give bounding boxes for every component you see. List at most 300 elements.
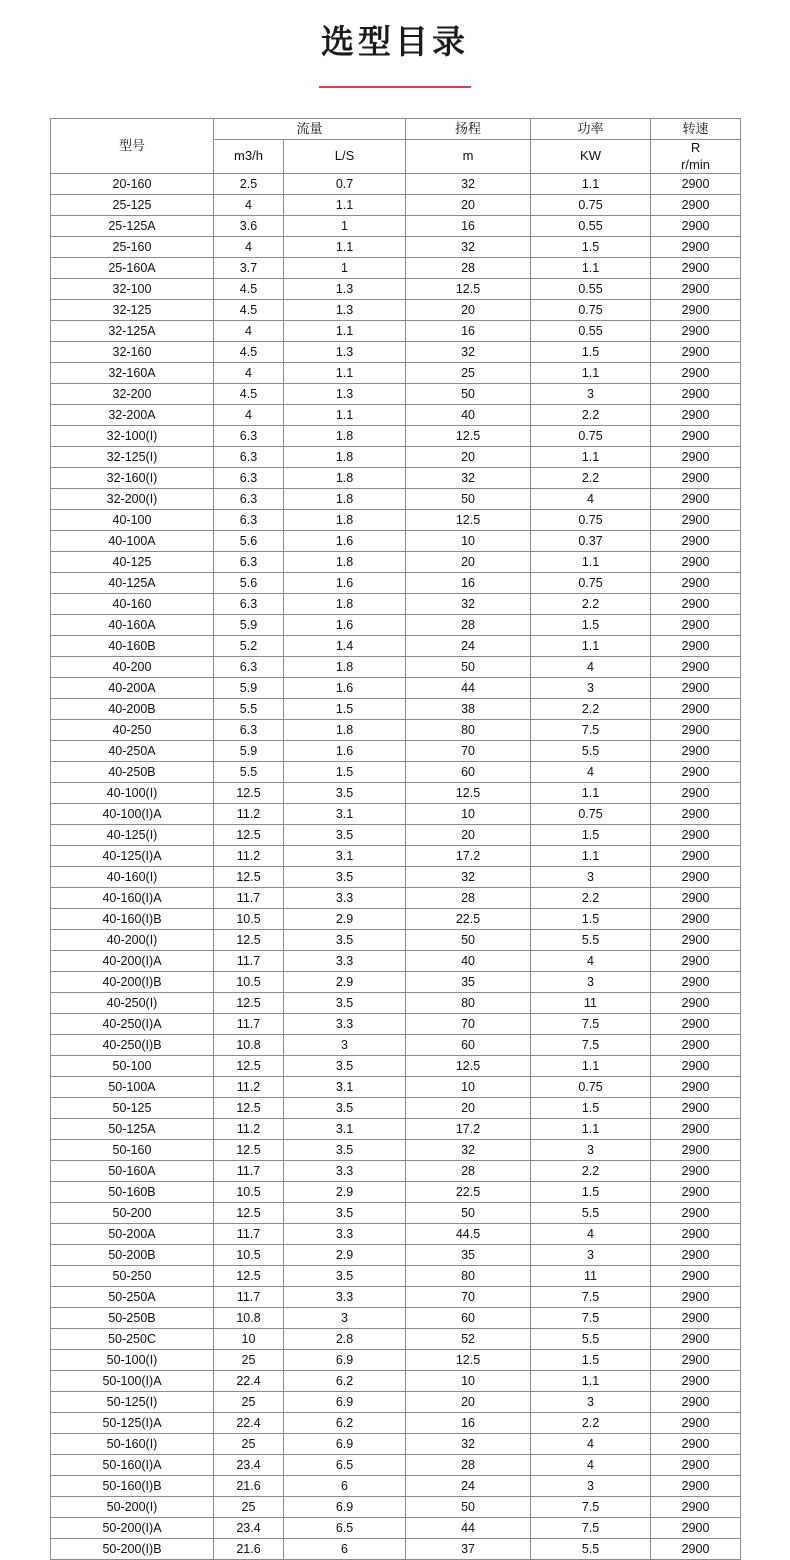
cell-flow-ls: 1.8 xyxy=(284,446,406,467)
cell-speed: 2900 xyxy=(651,1097,741,1118)
cell-flow-ls: 2.9 xyxy=(284,1181,406,1202)
table-row xyxy=(51,698,741,719)
cell-flow-m3h: 12.5 xyxy=(214,1139,284,1160)
cell-model: 40-100(I)A xyxy=(51,803,214,824)
cell-flow-ls: 1.1 xyxy=(284,362,406,383)
cell-head: 28 xyxy=(406,614,531,635)
cell-power: 0.55 xyxy=(531,278,651,299)
cell-flow-m3h: 21.6 xyxy=(214,1475,284,1496)
page-header xyxy=(0,0,790,88)
cell-head: 50 xyxy=(406,1202,531,1223)
cell-flow-m3h: 3.6 xyxy=(214,215,284,236)
specification-table xyxy=(50,118,741,1560)
table-row xyxy=(51,236,741,257)
cell-speed: 2900 xyxy=(651,803,741,824)
cell-flow-ls: 1.1 xyxy=(284,404,406,425)
cell-model: 40-100 xyxy=(51,509,214,530)
table-row xyxy=(51,1013,741,1034)
cell-flow-m3h: 12.5 xyxy=(214,1265,284,1286)
unit-header-flow-m3h: m3/h xyxy=(214,139,284,173)
cell-model: 25-160A xyxy=(51,257,214,278)
cell-head: 12.5 xyxy=(406,425,531,446)
table-row xyxy=(51,215,741,236)
cell-flow-ls: 6 xyxy=(284,1538,406,1559)
cell-power: 4 xyxy=(531,1454,651,1475)
cell-speed: 2900 xyxy=(651,299,741,320)
table-row xyxy=(51,803,741,824)
cell-model: 40-250(I)B xyxy=(51,1034,214,1055)
cell-model: 50-100(I)A xyxy=(51,1370,214,1391)
cell-head: 28 xyxy=(406,257,531,278)
cell-power: 2.2 xyxy=(531,887,651,908)
cell-model: 25-125A xyxy=(51,215,214,236)
cell-speed: 2900 xyxy=(651,530,741,551)
cell-speed: 2900 xyxy=(651,488,741,509)
cell-model: 40-160(I)B xyxy=(51,908,214,929)
cell-flow-m3h: 12.5 xyxy=(214,1055,284,1076)
cell-flow-m3h: 5.9 xyxy=(214,614,284,635)
cell-flow-m3h: 4.5 xyxy=(214,278,284,299)
cell-speed: 2900 xyxy=(651,698,741,719)
cell-model: 50-125(I) xyxy=(51,1391,214,1412)
cell-speed: 2900 xyxy=(651,425,741,446)
table-row xyxy=(51,1118,741,1139)
table-row xyxy=(51,971,741,992)
cell-speed: 2900 xyxy=(651,614,741,635)
table-row xyxy=(51,1349,741,1370)
cell-model: 32-200 xyxy=(51,383,214,404)
table-row xyxy=(51,1055,741,1076)
cell-power: 1.5 xyxy=(531,236,651,257)
cell-speed: 2900 xyxy=(651,1181,741,1202)
cell-speed: 2900 xyxy=(651,740,741,761)
cell-power: 0.37 xyxy=(531,530,651,551)
cell-speed: 2900 xyxy=(651,1055,741,1076)
cell-flow-ls: 3.5 xyxy=(284,866,406,887)
cell-speed: 2900 xyxy=(651,1517,741,1538)
cell-model: 50-160A xyxy=(51,1160,214,1181)
table-row xyxy=(51,383,741,404)
cell-power: 1.5 xyxy=(531,1349,651,1370)
cell-flow-m3h: 4 xyxy=(214,404,284,425)
cell-flow-m3h: 6.3 xyxy=(214,656,284,677)
table-row xyxy=(51,173,741,194)
cell-flow-ls: 1.5 xyxy=(284,761,406,782)
cell-flow-ls: 1.3 xyxy=(284,341,406,362)
cell-model: 40-200(I) xyxy=(51,929,214,950)
cell-flow-ls: 1.3 xyxy=(284,299,406,320)
cell-speed: 2900 xyxy=(651,1013,741,1034)
cell-head: 52 xyxy=(406,1328,531,1349)
table-row xyxy=(51,992,741,1013)
cell-power: 2.2 xyxy=(531,593,651,614)
cell-flow-ls: 3.3 xyxy=(284,1013,406,1034)
cell-flow-ls: 1.8 xyxy=(284,551,406,572)
table-row xyxy=(51,488,741,509)
cell-flow-ls: 1.3 xyxy=(284,383,406,404)
cell-model: 40-125(I) xyxy=(51,824,214,845)
cell-head: 17.2 xyxy=(406,1118,531,1139)
cell-head: 16 xyxy=(406,215,531,236)
cell-flow-m3h: 2.5 xyxy=(214,173,284,194)
cell-speed: 2900 xyxy=(651,1118,741,1139)
cell-power: 7.5 xyxy=(531,1286,651,1307)
table-row xyxy=(51,320,741,341)
cell-head: 28 xyxy=(406,887,531,908)
cell-flow-ls: 6.2 xyxy=(284,1370,406,1391)
cell-power: 4 xyxy=(531,1433,651,1454)
cell-power: 2.2 xyxy=(531,404,651,425)
cell-flow-m3h: 5.6 xyxy=(214,530,284,551)
cell-model: 50-160B xyxy=(51,1181,214,1202)
cell-power: 3 xyxy=(531,971,651,992)
table-row xyxy=(51,1286,741,1307)
cell-head: 32 xyxy=(406,173,531,194)
cell-model: 40-200A xyxy=(51,677,214,698)
cell-flow-ls: 3.5 xyxy=(284,824,406,845)
cell-flow-m3h: 21.6 xyxy=(214,1538,284,1559)
table-row xyxy=(51,1391,741,1412)
cell-speed: 2900 xyxy=(651,1496,741,1517)
cell-flow-ls: 1.8 xyxy=(284,656,406,677)
cell-power: 1.1 xyxy=(531,446,651,467)
cell-flow-ls: 0.7 xyxy=(284,173,406,194)
cell-flow-ls: 2.8 xyxy=(284,1328,406,1349)
cell-flow-m3h: 25 xyxy=(214,1391,284,1412)
cell-flow-ls: 1.6 xyxy=(284,677,406,698)
table-row xyxy=(51,551,741,572)
cell-flow-m3h: 12.5 xyxy=(214,824,284,845)
cell-head: 35 xyxy=(406,1244,531,1265)
cell-speed: 2900 xyxy=(651,677,741,698)
table-row xyxy=(51,740,741,761)
cell-flow-m3h: 6.3 xyxy=(214,509,284,530)
cell-flow-m3h: 12.5 xyxy=(214,866,284,887)
cell-flow-m3h: 10.5 xyxy=(214,1181,284,1202)
cell-flow-m3h: 6.3 xyxy=(214,593,284,614)
cell-speed: 2900 xyxy=(651,782,741,803)
cell-flow-m3h: 10.5 xyxy=(214,908,284,929)
cell-power: 1.5 xyxy=(531,1097,651,1118)
cell-flow-m3h: 6.3 xyxy=(214,425,284,446)
cell-power: 1.1 xyxy=(531,845,651,866)
cell-head: 25 xyxy=(406,362,531,383)
cell-flow-m3h: 4.5 xyxy=(214,341,284,362)
cell-speed: 2900 xyxy=(651,173,741,194)
cell-model: 50-200(I)A xyxy=(51,1517,214,1538)
cell-speed: 2900 xyxy=(651,236,741,257)
cell-head: 44 xyxy=(406,677,531,698)
column-header-head: 扬程 xyxy=(406,118,531,139)
cell-power: 0.75 xyxy=(531,194,651,215)
cell-power: 1.5 xyxy=(531,908,651,929)
cell-flow-ls: 6.5 xyxy=(284,1454,406,1475)
column-header-flow: 流量 xyxy=(214,118,406,139)
cell-power: 3 xyxy=(531,866,651,887)
cell-model: 20-160 xyxy=(51,173,214,194)
cell-head: 17.2 xyxy=(406,845,531,866)
cell-speed: 2900 xyxy=(651,971,741,992)
cell-speed: 2900 xyxy=(651,908,741,929)
cell-model: 50-100(I) xyxy=(51,1349,214,1370)
cell-speed: 2900 xyxy=(651,320,741,341)
cell-head: 60 xyxy=(406,761,531,782)
table-row xyxy=(51,572,741,593)
cell-power: 4 xyxy=(531,950,651,971)
table-row xyxy=(51,467,741,488)
cell-flow-m3h: 25 xyxy=(214,1496,284,1517)
cell-head: 50 xyxy=(406,929,531,950)
cell-speed: 2900 xyxy=(651,551,741,572)
cell-head: 80 xyxy=(406,992,531,1013)
cell-flow-ls: 2.9 xyxy=(284,1244,406,1265)
cell-model: 40-160 xyxy=(51,593,214,614)
cell-speed: 2900 xyxy=(651,467,741,488)
cell-head: 28 xyxy=(406,1454,531,1475)
cell-flow-m3h: 4 xyxy=(214,320,284,341)
cell-speed: 2900 xyxy=(651,215,741,236)
cell-flow-ls: 3.5 xyxy=(284,929,406,950)
cell-flow-m3h: 10.8 xyxy=(214,1307,284,1328)
cell-flow-m3h: 12.5 xyxy=(214,782,284,803)
cell-flow-ls: 3.1 xyxy=(284,1118,406,1139)
cell-model: 40-125(I)A xyxy=(51,845,214,866)
cell-power: 1.1 xyxy=(531,362,651,383)
table-row xyxy=(51,1433,741,1454)
cell-power: 1.5 xyxy=(531,824,651,845)
cell-flow-ls: 1.5 xyxy=(284,698,406,719)
cell-flow-ls: 1.6 xyxy=(284,614,406,635)
cell-head: 35 xyxy=(406,971,531,992)
cell-model: 25-125 xyxy=(51,194,214,215)
cell-flow-m3h: 4 xyxy=(214,236,284,257)
cell-flow-ls: 3.5 xyxy=(284,782,406,803)
cell-flow-ls: 3.5 xyxy=(284,1097,406,1118)
cell-flow-m3h: 10.5 xyxy=(214,1244,284,1265)
cell-speed: 2900 xyxy=(651,992,741,1013)
cell-flow-ls: 1 xyxy=(284,215,406,236)
table-row xyxy=(51,1097,741,1118)
spec-table-container xyxy=(50,118,740,1560)
cell-model: 40-250(I)A xyxy=(51,1013,214,1034)
cell-head: 40 xyxy=(406,950,531,971)
cell-speed: 2900 xyxy=(651,1370,741,1391)
cell-head: 20 xyxy=(406,299,531,320)
cell-head: 12.5 xyxy=(406,509,531,530)
table-header xyxy=(51,118,741,173)
cell-head: 24 xyxy=(406,635,531,656)
table-row xyxy=(51,404,741,425)
cell-power: 7.5 xyxy=(531,1307,651,1328)
cell-power: 1.1 xyxy=(531,782,651,803)
cell-flow-ls: 3.3 xyxy=(284,887,406,908)
cell-model: 40-250(I) xyxy=(51,992,214,1013)
table-row xyxy=(51,761,741,782)
cell-model: 32-200A xyxy=(51,404,214,425)
cell-head: 10 xyxy=(406,530,531,551)
cell-model: 50-200(I) xyxy=(51,1496,214,1517)
table-row xyxy=(51,1160,741,1181)
cell-flow-m3h: 5.9 xyxy=(214,677,284,698)
cell-flow-m3h: 5.5 xyxy=(214,698,284,719)
cell-flow-m3h: 3.7 xyxy=(214,257,284,278)
cell-model: 50-200B xyxy=(51,1244,214,1265)
unit-header-power-kw: KW xyxy=(531,139,651,173)
cell-flow-m3h: 25 xyxy=(214,1433,284,1454)
cell-power: 3 xyxy=(531,1139,651,1160)
cell-power: 0.75 xyxy=(531,803,651,824)
cell-flow-ls: 3.3 xyxy=(284,1286,406,1307)
cell-head: 60 xyxy=(406,1307,531,1328)
cell-power: 0.75 xyxy=(531,425,651,446)
cell-speed: 2900 xyxy=(651,1328,741,1349)
cell-head: 32 xyxy=(406,467,531,488)
unit-header-speed xyxy=(651,139,741,173)
cell-power: 1.1 xyxy=(531,173,651,194)
cell-model: 40-160A xyxy=(51,614,214,635)
table-row xyxy=(51,908,741,929)
cell-flow-ls: 1 xyxy=(284,257,406,278)
cell-head: 20 xyxy=(406,446,531,467)
cell-power: 1.5 xyxy=(531,1181,651,1202)
cell-flow-m3h: 4.5 xyxy=(214,299,284,320)
cell-speed: 2900 xyxy=(651,1160,741,1181)
cell-speed: 2900 xyxy=(651,194,741,215)
cell-speed: 2900 xyxy=(651,1412,741,1433)
cell-speed: 2900 xyxy=(651,1433,741,1454)
cell-head: 10 xyxy=(406,803,531,824)
cell-flow-ls: 3.5 xyxy=(284,1202,406,1223)
cell-flow-ls: 6.2 xyxy=(284,1412,406,1433)
cell-head: 50 xyxy=(406,488,531,509)
table-row xyxy=(51,1475,741,1496)
table-row xyxy=(51,1034,741,1055)
cell-flow-ls: 1.8 xyxy=(284,593,406,614)
cell-flow-ls: 1.8 xyxy=(284,719,406,740)
cell-model: 32-100 xyxy=(51,278,214,299)
table-row xyxy=(51,362,741,383)
cell-speed: 2900 xyxy=(651,1286,741,1307)
cell-power: 1.1 xyxy=(531,257,651,278)
cell-model: 40-250 xyxy=(51,719,214,740)
table-row xyxy=(51,509,741,530)
cell-head: 24 xyxy=(406,1475,531,1496)
cell-speed: 2900 xyxy=(651,572,741,593)
cell-flow-m3h: 5.9 xyxy=(214,740,284,761)
cell-speed: 2900 xyxy=(651,593,741,614)
table-row xyxy=(51,1307,741,1328)
table-row xyxy=(51,1454,741,1475)
cell-head: 16 xyxy=(406,1412,531,1433)
cell-head: 80 xyxy=(406,1265,531,1286)
cell-speed: 2900 xyxy=(651,1307,741,1328)
cell-head: 50 xyxy=(406,656,531,677)
table-row xyxy=(51,593,741,614)
cell-model: 50-200 xyxy=(51,1202,214,1223)
cell-model: 50-125A xyxy=(51,1118,214,1139)
page-title: 选型目录 xyxy=(321,23,469,60)
cell-model: 32-125A xyxy=(51,320,214,341)
cell-flow-ls: 3.5 xyxy=(284,1265,406,1286)
cell-flow-m3h: 12.5 xyxy=(214,1097,284,1118)
cell-flow-m3h: 11.2 xyxy=(214,1076,284,1097)
cell-power: 3 xyxy=(531,677,651,698)
cell-flow-ls: 3.1 xyxy=(284,803,406,824)
cell-flow-ls: 1.1 xyxy=(284,320,406,341)
cell-flow-ls: 1.6 xyxy=(284,530,406,551)
cell-flow-m3h: 12.5 xyxy=(214,1202,284,1223)
cell-flow-m3h: 10.5 xyxy=(214,971,284,992)
cell-model: 50-100A xyxy=(51,1076,214,1097)
cell-speed: 2900 xyxy=(651,887,741,908)
cell-power: 7.5 xyxy=(531,1496,651,1517)
cell-head: 16 xyxy=(406,320,531,341)
cell-power: 1.1 xyxy=(531,1055,651,1076)
cell-power: 3 xyxy=(531,1475,651,1496)
cell-power: 2.2 xyxy=(531,698,651,719)
table-row xyxy=(51,1538,741,1559)
table-row xyxy=(51,1265,741,1286)
cell-head: 12.5 xyxy=(406,278,531,299)
cell-power: 0.75 xyxy=(531,572,651,593)
cell-flow-ls: 1.3 xyxy=(284,278,406,299)
cell-speed: 2900 xyxy=(651,1391,741,1412)
cell-flow-ls: 1.8 xyxy=(284,509,406,530)
table-row xyxy=(51,1223,741,1244)
cell-model: 40-250A xyxy=(51,740,214,761)
cell-flow-m3h: 6.3 xyxy=(214,551,284,572)
cell-power: 1.1 xyxy=(531,1370,651,1391)
cell-power: 3 xyxy=(531,1391,651,1412)
cell-power: 5.5 xyxy=(531,1202,651,1223)
cell-power: 4 xyxy=(531,1223,651,1244)
cell-flow-m3h: 11.7 xyxy=(214,950,284,971)
cell-head: 32 xyxy=(406,1139,531,1160)
cell-power: 0.75 xyxy=(531,509,651,530)
cell-head: 20 xyxy=(406,1391,531,1412)
cell-speed: 2900 xyxy=(651,1265,741,1286)
cell-head: 60 xyxy=(406,1034,531,1055)
cell-speed: 2900 xyxy=(651,845,741,866)
table-row xyxy=(51,866,741,887)
cell-power: 0.75 xyxy=(531,299,651,320)
cell-flow-m3h: 10.8 xyxy=(214,1034,284,1055)
table-row xyxy=(51,1370,741,1391)
cell-head: 22.5 xyxy=(406,1181,531,1202)
cell-head: 10 xyxy=(406,1370,531,1391)
cell-flow-m3h: 12.5 xyxy=(214,992,284,1013)
cell-speed: 2900 xyxy=(651,1034,741,1055)
unit-header-flow-ls: L/S xyxy=(284,139,406,173)
cell-flow-m3h: 10 xyxy=(214,1328,284,1349)
cell-flow-m3h: 4 xyxy=(214,194,284,215)
cell-power: 1.1 xyxy=(531,635,651,656)
cell-flow-ls: 3.5 xyxy=(284,1139,406,1160)
cell-speed: 2900 xyxy=(651,509,741,530)
cell-speed: 2900 xyxy=(651,1475,741,1496)
table-body xyxy=(51,173,741,1559)
cell-head: 28 xyxy=(406,1160,531,1181)
cell-model: 25-160 xyxy=(51,236,214,257)
table-row xyxy=(51,425,741,446)
cell-power: 0.55 xyxy=(531,320,651,341)
cell-model: 40-200(I)B xyxy=(51,971,214,992)
cell-flow-m3h: 11.2 xyxy=(214,1118,284,1139)
cell-head: 12.5 xyxy=(406,1349,531,1370)
cell-speed: 2900 xyxy=(651,635,741,656)
cell-power: 4 xyxy=(531,761,651,782)
cell-flow-ls: 6.9 xyxy=(284,1349,406,1370)
